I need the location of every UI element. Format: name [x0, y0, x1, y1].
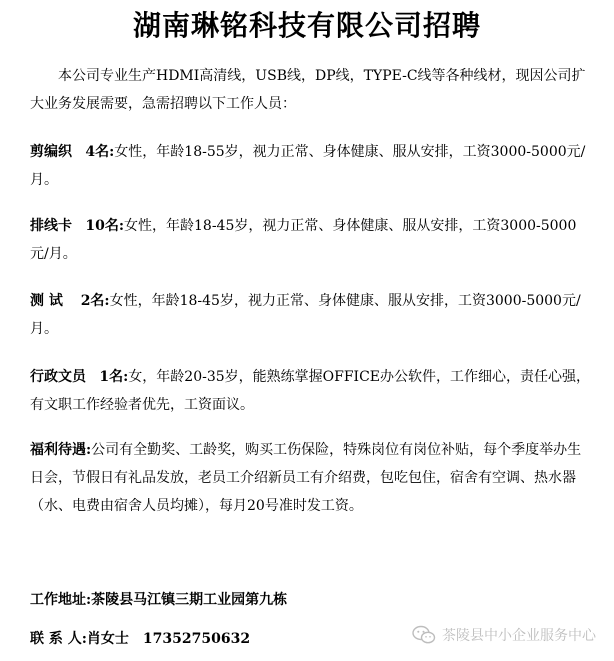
- intro-paragraph: 本公司专业生产HDMI高清线，USB线，DP线，TYPE-C线等各种线材，现因公司扩大业务发展需要，急需招聘以下工作人员：: [30, 68, 586, 112]
- page-title: 湖南琳铭科技有限公司招聘: [132, 9, 481, 42]
- watermark-text: 茶陵县中小企业服务中心: [442, 628, 596, 644]
- job-description: 女性，年龄18-45岁，视力正常、身体健康、服从安排，工资3000-5000元/月。: [30, 218, 577, 262]
- address-value: 茶陵县马江镇三期工业园第九栋: [91, 592, 288, 608]
- job-count: 4名:: [85, 144, 115, 160]
- job-item: [30, 138, 592, 194]
- work-address: [30, 588, 287, 612]
- job-item: [30, 287, 592, 343]
- job-item: [30, 212, 592, 268]
- job-count: 1名:: [99, 369, 129, 385]
- job-label: 剪编织: [30, 144, 72, 160]
- job-label: 测 试: [30, 293, 63, 309]
- job-item: [30, 363, 592, 419]
- job-description: 女，年龄20-35岁，能熟练掌握OFFICE办公软件，工作细心，责任心强，有文职工作经验者优先，工资面议。: [30, 369, 591, 413]
- contact-person: [30, 627, 250, 651]
- job-count: 2名:: [80, 293, 110, 309]
- welfare-label: 福利待遇:: [30, 442, 92, 458]
- contact-label: 联 系 人:: [30, 631, 87, 647]
- job-label: 排线卡: [30, 218, 72, 234]
- welfare-text: 公司有全勤奖、工龄奖，购买工伤保险，特殊岗位有岗位补贴，每个季度举办生日会，节假日有礼品发放，老员工介绍新员工有介绍费，包吃包住，宿舍有空调、热水器（水、电费由宿舍人员均摊），每月20号准时发工资。: [30, 442, 582, 514]
- address-label: 工作地址:: [30, 592, 92, 608]
- job-label: 行政文员: [30, 369, 86, 385]
- wechat-icon: [412, 625, 436, 645]
- contact-name: 肖女士: [86, 631, 129, 647]
- welfare-paragraph: [30, 436, 592, 520]
- contact-phone: 17352750632: [142, 631, 251, 647]
- watermark: [412, 622, 596, 648]
- job-count: 10名:: [85, 218, 125, 234]
- job-description: 女性，年龄18-55岁，视力正常、身体健康、服从安排，工资3000-5000元/月。: [30, 144, 586, 188]
- job-description: 女性，年龄18-45岁，视力正常、身体健康、服从安排，工资3000-5000元/月。: [30, 293, 581, 337]
